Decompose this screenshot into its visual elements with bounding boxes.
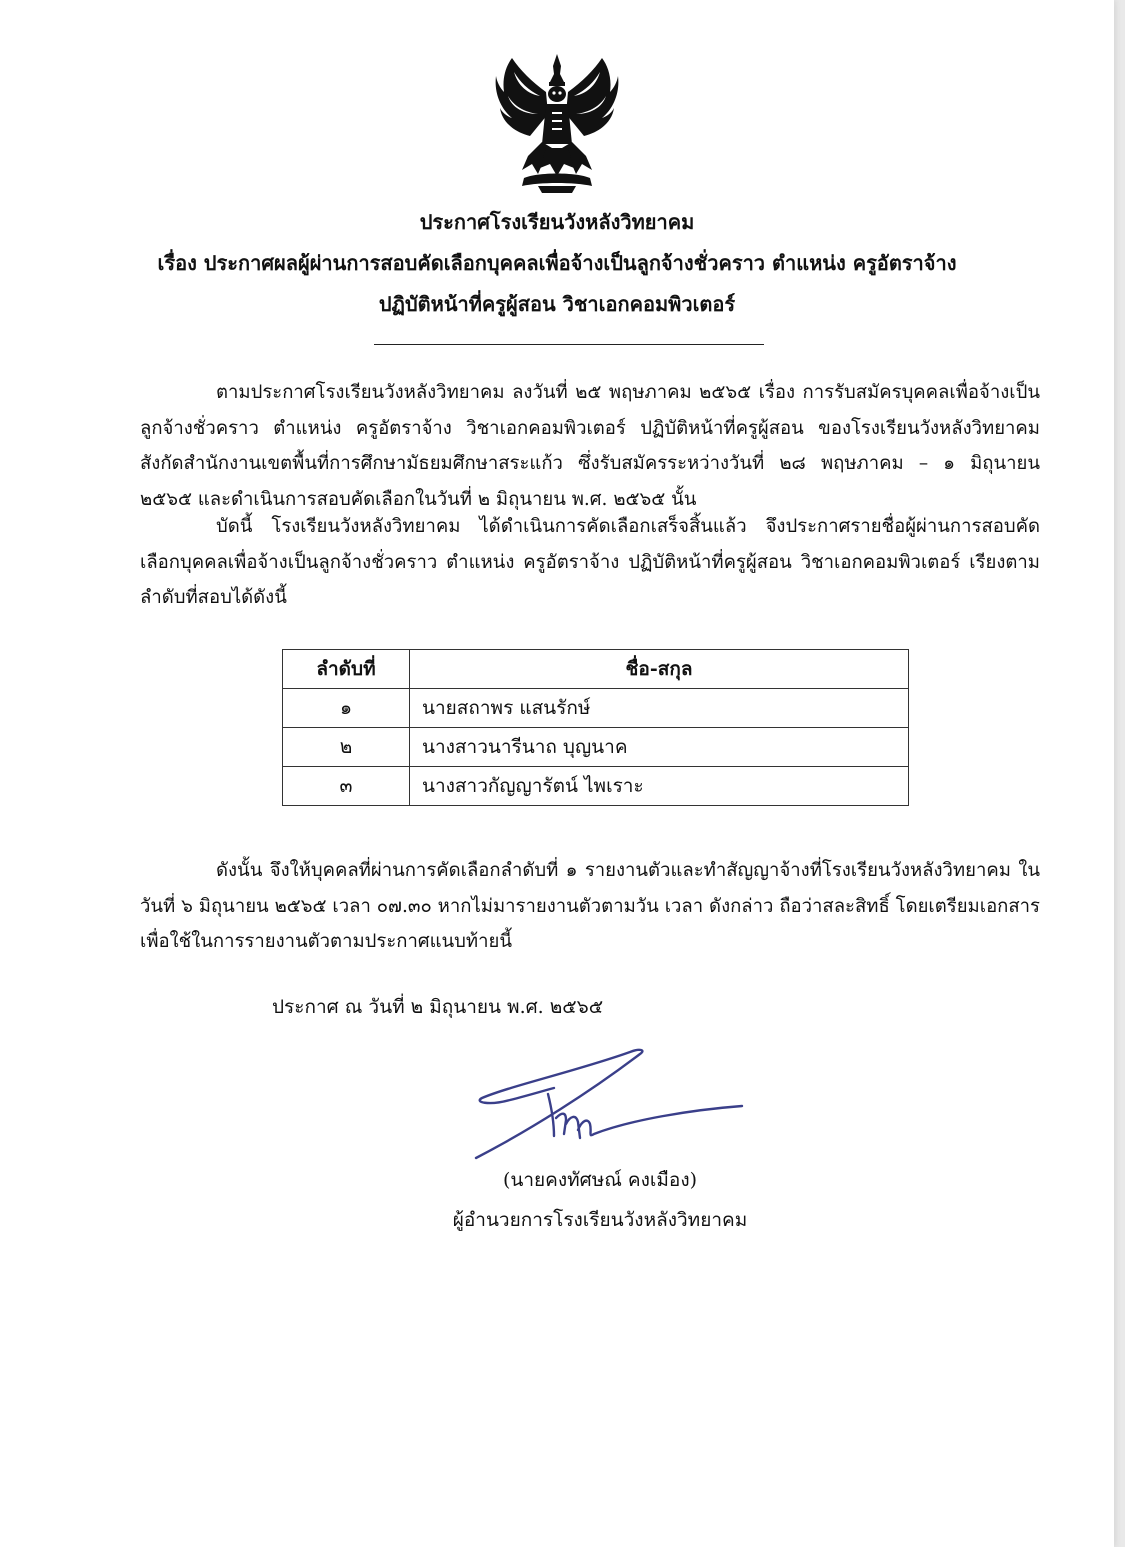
column-header-name: ชื่อ-สกุล [410,650,909,689]
table-row [283,728,909,767]
rank-cell: ๑ [283,689,410,728]
results-table [282,649,909,806]
signer-block [410,1160,790,1240]
announcement-date: ประกาศ ณ วันที่ ๒ มิถุนายน พ.ศ. ๒๕๖๕ [272,996,604,1018]
paragraph-reference [140,375,1040,517]
rank-cell: ๒ [283,728,410,767]
announcement-subject-line2: ปฏิบัติหน้าที่ครูผู้สอน วิชาเอกคอมพิวเตอร์ [378,292,736,316]
name-cell: นางสาวกัญญารัตน์ ไพเราะ [410,767,909,806]
name-cell: นางสาวนารีนาถ บุญนาค [410,728,909,767]
paragraph-result [140,509,1040,616]
garuda-emblem-icon [494,52,620,194]
table-header-row [283,650,909,689]
rank-cell: ๓ [283,767,410,806]
name-cell: นายสถาพร แสนรักษ์ [410,689,909,728]
signer-name: (นายคงทัศษณ์ คงเมือง) [502,1169,698,1191]
table-row [283,767,909,806]
column-header-rank: ลำดับที่ [283,650,410,689]
paragraph-1-text: ตามประกาศโรงเรียนวังหลังวิทยาคม ลงวันที่ ๒๕ พฤษภาคม ๒๕๖๕ เรื่อง การรับสมัครบุคคลเพื่อจ้างเป็นลูกจ้างชั่วคราว ตำแหน่ง ครูอัตราจ้าง วิชาเอกคอมพิวเตอร์ ปฏิบัติหน้าที่ครูผู้สอน ของโรงเรียนวังหลังวิทยาคม สังกัดสำนักงานเขตพื้นที่การศึกษามัธยมศึกษาสระแก้ว ซึ่งรับสมัครระหว่างวันที่ ๒๘ พฤษภาคม – ๑ มิถุนายน ๒๕๖๕ และดำเนินการสอบคัดเลือกในวันที่ ๒ มิถุนายน พ.ศ. ๒๕๖๕ นั้น [140,382,1040,510]
announcement-subject: เรื่อง ประกาศผลผู้ผ่านการสอบคัดเลือกบุคคลเพื่อจ้างเป็นลูกจ้างชั่วคราว ตำแหน่ง ครูอัตราจ้าง [157,251,957,275]
signer-title: ผู้อำนวยการโรงเรียนวังหลังวิทยาคม [452,1209,748,1231]
header-divider [374,344,764,345]
paragraph-2-text: บัดนี้ โรงเรียนวังหลังวิทยาคม ได้ดำเนินการคัดเลือกเสร็จสิ้นแล้ว จึงประกาศรายชื่อผู้ผ่านการสอบคัดเลือกบุคคลเพื่อจ้างเป็นลูกจ้างชั่วคราว ตำแหน่ง ครูอัตราจ้าง ปฏิบัติหน้าที่ครูผู้สอน วิชาเอกคอมพิวเตอร์ เรียงตามลำดับที่สอบได้ดังนี้ [140,516,1040,608]
table-row [283,689,909,728]
paragraph-instructions [140,853,1040,960]
announcement-header [0,202,1114,325]
signature-mark [470,1040,760,1165]
announcement-title: ประกาศโรงเรียนวังหลังวิทยาคม [419,210,695,234]
paragraph-3-text: ดังนั้น จึงให้บุคคลที่ผ่านการคัดเลือกลำดับที่ ๑ รายงานตัวและทำสัญญาจ้างที่โรงเรียนวังหลังวิทยาคม ในวันที่ ๖ มิถุนายน ๒๕๖๕ เวลา ๐๗.๓๐ หากไม่มารายงานตัวตามวัน เวลา ดังกล่าว ถือว่าสละสิทธิ์ โดยเตรียมเอกสารเพื่อใช้ในการรายงานตัวตามประกาศแนบท้ายนี้ [140,860,1040,952]
